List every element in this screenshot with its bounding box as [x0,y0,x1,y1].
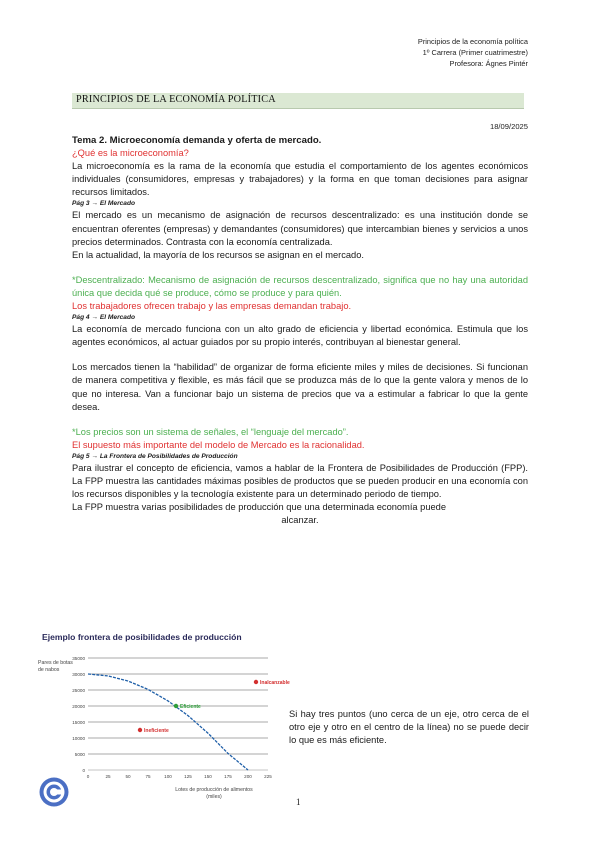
y-tick-label-1: 5000 [74,752,85,757]
x-tick-label-3: 75 [145,774,151,779]
prices-note: *Los precios son un sistema de señales, el “lenguaje del mercado”. [72,426,349,437]
subheading-page3: Pág 3 → El Mercado [72,200,136,208]
point-ineficiente [138,728,142,732]
rationality-note: El supuesto más importante del modelo de Mercado es la racionalidad. [72,439,365,450]
x-tick-label-7: 175 [224,774,232,779]
decentralized-note: *Descentralizado: Mecanismo de asignación de recursos descentralizado, significa que no hay una autoridad única que decida qué se produce, cómo se produce y para quién. [72,274,528,298]
fpp-paragraph: Para ilustrar el concepto de eficiencia, vamos a hablar de la Frontera de Posibilidades de Producción (FPP). La FPP muestra las cantidades máximas posibles de productos que se pueden producir en una economía con los recursos disponibles y la tecnología existente para un determinado periodo de tiempo. [72,462,528,500]
workers-note: Los trabajadores ofrecen trabajo y las empresas demandan trabajo. [72,301,352,312]
ppf-chart-svg [36,630,290,812]
chart-title: Ejemplo frontera de posibilidades de producción [42,632,242,642]
y-tick-label-5: 25000 [72,688,85,693]
document-title: PRINCIPIOS DE LA ECONOMÍA POLÍTICA [76,94,276,105]
document-title-bar [72,93,524,109]
document-body [72,134,528,527]
y-tick-label-4: 20000 [72,704,85,709]
point-eficiente [174,704,178,708]
efficiency-side-note: Si hay tres puntos (uno cerca de un eje, otro cerca de el otro eje y otro en el centro de la línea) no se puede decir lo que es más eficiente. [289,709,529,746]
y-tick-label-7: 35000 [72,656,85,661]
x-tick-label-4: 100 [164,774,172,779]
fpp-possibilities-end: alcanzar. [281,515,319,526]
point-label-eficiente: Eficiente [180,703,201,710]
market-paragraph-2: En la actualidad, la mayoría de los recursos se asignan en el mercado. [72,249,364,260]
header-year: 1º Carrera (Primer cuatrimestre) [422,48,528,57]
market-paragraph-1: El mercado es un mecanismo de asignación de recursos descentralizado: es una institución donde se encuentran oferentes (empresas) y demandantes (consumidores) que intercambian bienes y servicios a unos precios determinados. Contrasta con la economía centralizada. [72,210,528,247]
header-course: Principios de la economía política [417,37,528,46]
header-professor: Profesora: Ágnes Pintér [449,59,528,68]
microeconomy-question: ¿Qué es la microeconomía? [72,148,189,159]
x-tick-label-1: 25 [105,774,111,779]
x-tick-label-0: 0 [86,774,90,779]
fpp-possibilities-line: La FPP muestra varias posibilidades de producción que una determinada economía puede [72,502,447,513]
point-inalcanzable [254,680,258,684]
microeconomy-definition: La microeconomía es la rama de la economía que estudia el comportamiento de los agentes económicos individuales (consumidores, empresas y trabajadores) y la forma en que toman decisiones para asignar recursos limitados. [72,161,528,198]
y-axis-label-line1: Pares de botas [38,660,73,666]
y-tick-label-6: 30000 [72,672,85,677]
point-label-inalcanzable: Inalcanzable [260,679,290,686]
market-ability-paragraph: Los mercados tienen la “habilidad” de organizar de forma eficiente miles y miles de decisiones. Si funcionan de manera competitiva y flexible, es más fácil que se produzca más de lo que la gente valora y menos de lo que no interesa. Van a funcionar bajo un sistema de precios que va a estimular a fabricar lo que la gente desea. [72,362,528,412]
page-header [418,36,528,69]
y-tick-label-3: 15000 [72,720,85,725]
subheading-page5: Pág 5 → La Frontera de Posibilidades de Producción [72,452,238,460]
x-tick-label-6: 150 [204,774,212,779]
university-logo-icon [38,776,70,808]
topic-heading: Tema 2. Microeconomía demanda y oferta de mercado. [72,135,322,146]
x-tick-label-9: 225 [264,774,272,779]
page-number: 1 [296,797,301,807]
y-tick-label-2: 10000 [72,736,85,741]
market-economy-paragraph: La economía de mercado funciona con un alto grado de eficiencia y libertad económica. Estimula que los agentes económicos, al actuar guiados por su propio interés, contribuyan al bienestar general. [72,324,528,348]
x-axis-label-line2: (miles) [206,794,222,800]
point-label-ineficiente: Ineficiente [144,727,169,734]
ppf-chart [36,630,290,812]
y-axis-label-line2: de nabos [38,667,60,673]
x-axis-label-line1: Lotes de producción de alimentos [175,787,253,793]
x-tick-label-8: 200 [244,774,252,779]
subheading-page4: Pág 4 → El Mercado [72,314,136,322]
y-tick-label-0: 0 [82,768,85,773]
x-tick-label-5: 125 [184,774,192,779]
x-tick-label-2: 50 [125,774,131,779]
document-date: 18/09/2025 [489,122,528,131]
